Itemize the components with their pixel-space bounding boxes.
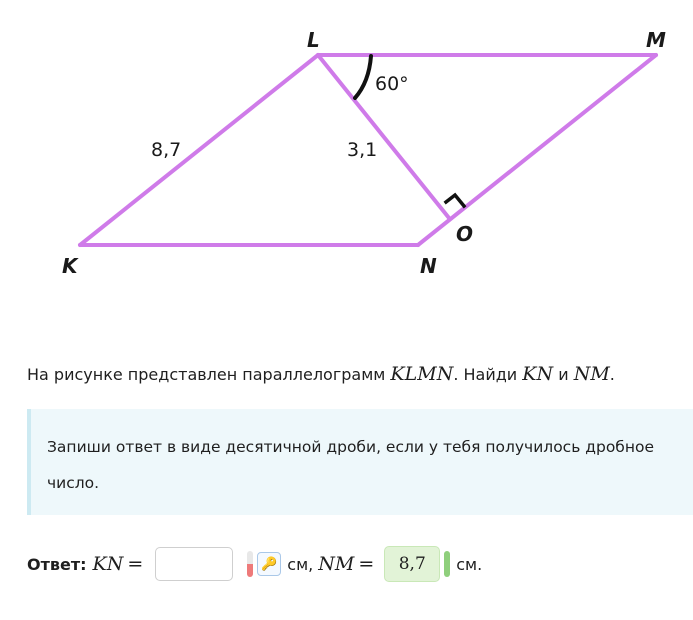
problem-text-and: и (553, 365, 574, 384)
nm-answer-field[interactable]: 8,7 (384, 546, 440, 582)
angle-arc (355, 56, 371, 98)
kn-label: KN (92, 553, 124, 575)
right-angle-mark (446, 195, 464, 206)
kn-answer-input[interactable] (155, 547, 233, 581)
answer-label: Ответ: (27, 554, 87, 574)
angle-label: 60° (375, 73, 409, 95)
problem-text-end: . (609, 365, 615, 384)
edge-kl (80, 55, 318, 245)
key-icon: 🔑 (261, 556, 278, 572)
nm-equals: = (358, 553, 375, 575)
vertex-k-label: K (62, 254, 78, 278)
segment-kn-math: KN (522, 363, 554, 385)
side-kl-length: 8,7 (151, 139, 182, 161)
vertex-n-label: N (420, 254, 437, 278)
segment-nm-math: NM (573, 363, 610, 385)
segment-lo-length: 3,1 (347, 139, 378, 161)
problem-text-before: На рисунке представлен параллелограмм (27, 365, 391, 384)
problem-statement (27, 362, 615, 387)
vertex-l-label: L (307, 28, 320, 52)
figure-name: KLMN (390, 363, 454, 385)
kn-status-indicator (247, 551, 253, 577)
point-o-label: O (456, 222, 474, 246)
unit-cm-1: см, (287, 554, 314, 574)
kn-equals: = (127, 553, 144, 575)
nm-status-indicator (444, 551, 450, 577)
problem-text-middle: . Найди (453, 365, 523, 384)
key-button[interactable] (257, 552, 281, 576)
answer-row (27, 544, 482, 584)
nm-label: NM (318, 553, 355, 575)
unit-cm-2: см. (456, 554, 483, 574)
hint-text: Запиши ответ в виде десятичной дроби, если у тебя получилось дробное число. (47, 438, 655, 492)
hint-box (27, 409, 693, 515)
edge-mn (418, 55, 656, 245)
vertex-m-label: M (646, 28, 666, 52)
